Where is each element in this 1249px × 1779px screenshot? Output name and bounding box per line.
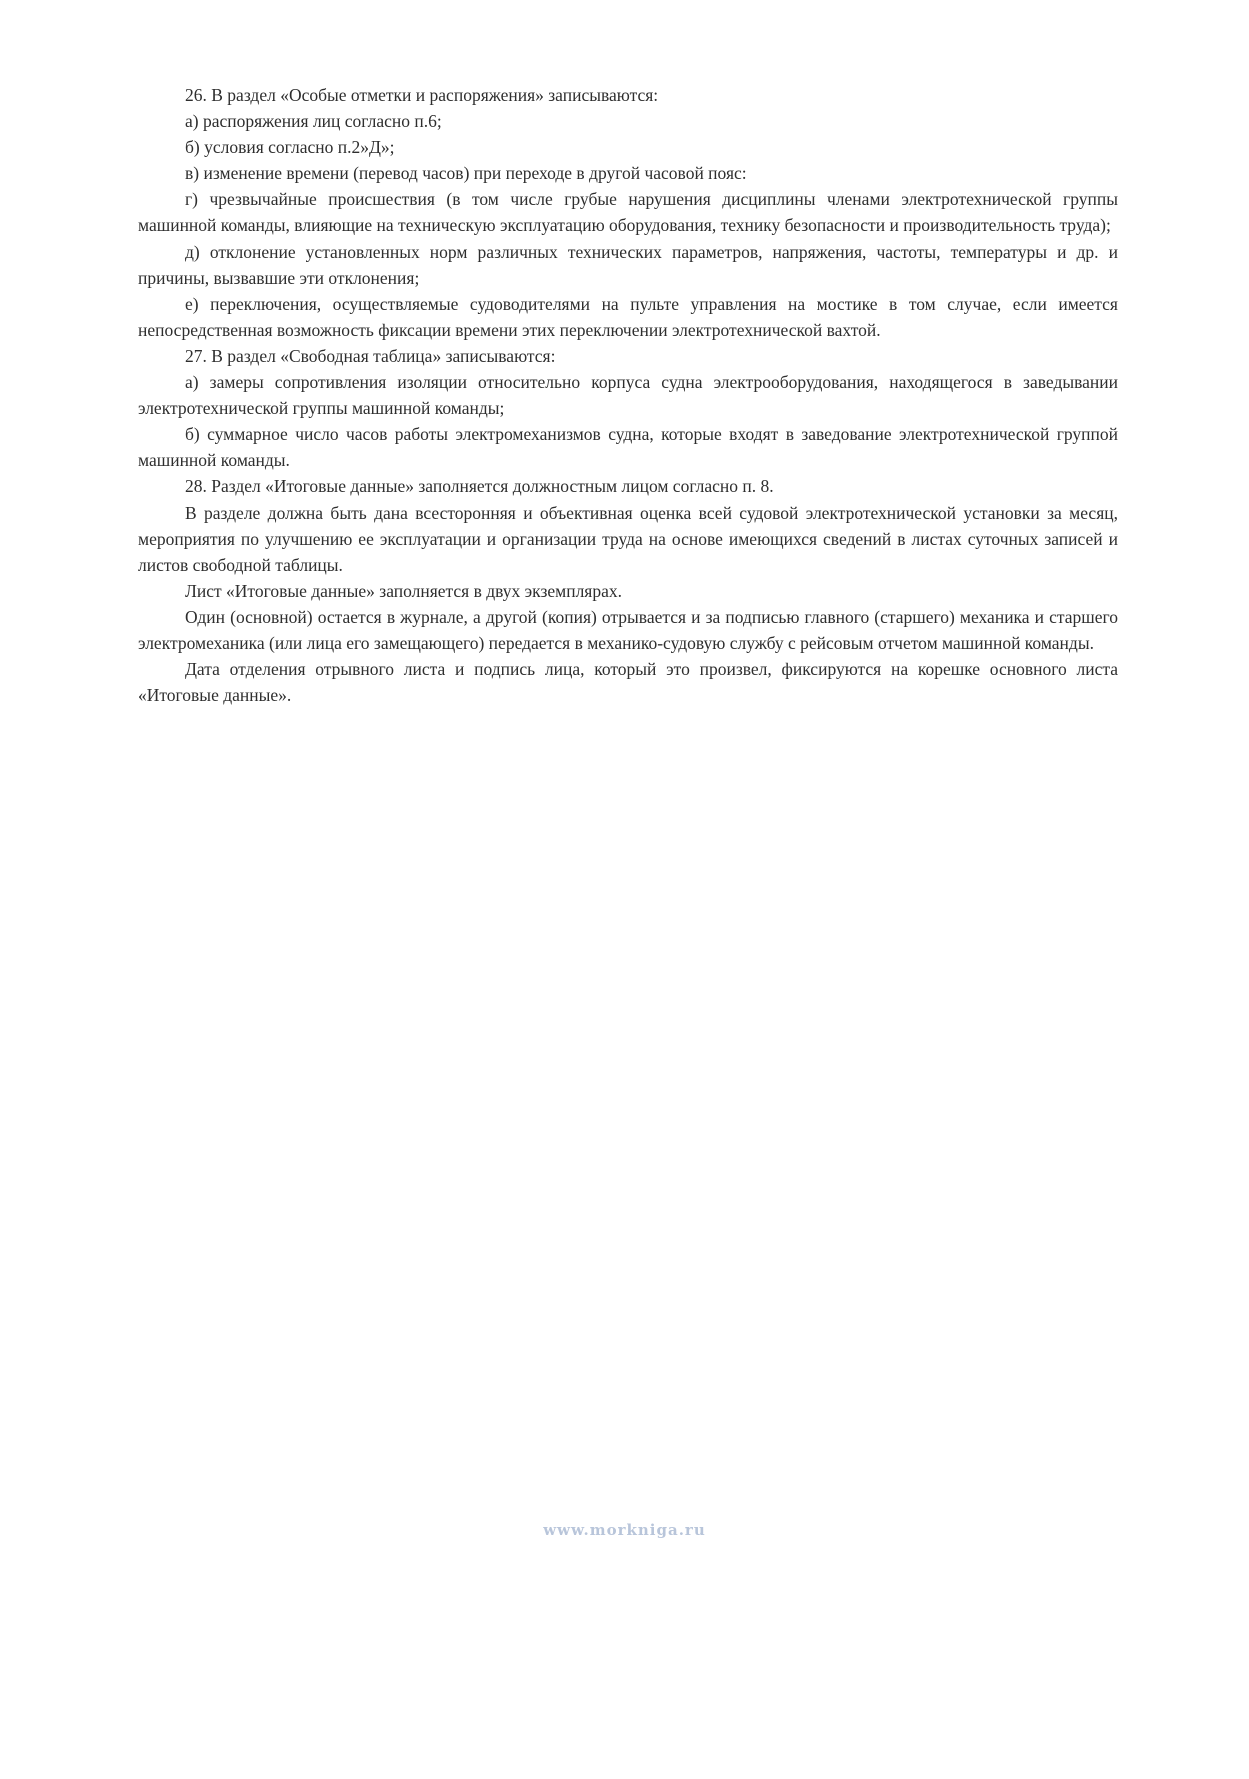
paragraph-26-item-v: в) изменение времени (перевод часов) при переходе в другой часовой пояс: [185, 163, 747, 184]
paragraph-27-item-b: б) суммарное число часов работы электромеханизмов судна, которые входят в заведование электротехнической группой машинной команды. [138, 424, 1118, 471]
paragraph-28-body: В разделе должна быть дана всесторонняя и объективная оценка всей судовой электротехнической установки за месяц, мероприятия по улучшению ее эксплуатации и организации труда на основе имеющихся сведений в листах суточных записей и листов свободной таблицы. [138, 502, 1118, 575]
paragraph-28-heading: 28. Раздел «Итоговые данные» заполняется должностным лицом согласно п. 8. [185, 476, 774, 497]
paragraph-26-item-g: г) чрезвычайные происшествия (в том числе грубые нарушения дисциплины членами электротехнической группы машинной команды, влияющие на техническую эксплуатацию оборудования, технику безопасности и производительность труда); [138, 189, 1118, 236]
watermark-url: www.morkniga.ru [543, 1521, 706, 1539]
paragraph-27-heading: 27. В раздел «Свободная таблица» записываются: [185, 345, 556, 366]
document-body [138, 82, 1118, 708]
paragraph-26-heading: 26. В раздел «Особые отметки и распоряжения» записываются: [185, 85, 659, 105]
paragraph-27-item-a: а) замеры сопротивления изоляции относительно корпуса судна электрооборудования, находящегося в заведывании электротехнической группы машинной команды; [138, 372, 1118, 419]
paragraph-26-item-d: д) отклонение установленных норм различных технических параметров, напряжения, частоты, температуры и др. и причины, вызвавшие эти отклонения; [138, 241, 1118, 288]
paragraph-28-copy-handling: Один (основной) остается в журнале, а другой (копия) отрывается и за подписью главного (старшего) механика и старшего электромеханика (или лица его замещающего) передается в механико-судовую службу с рейсовым отчетом машинной команды. [138, 606, 1118, 653]
paragraph-28-stub-date: Дата отделения отрывного листа и подпись лица, который это произвел, фиксируются на корешке основного листа «Итоговые данные». [138, 659, 1118, 706]
paragraph-26-item-a: а) распоряжения лиц согласно п.6; [185, 111, 442, 132]
paragraph-26-item-b: б) условия согласно п.2»Д»; [185, 137, 395, 158]
paragraph-26-item-e: е) переключения, осуществляемые судоводителями на пульте управления на мостике в том случае, если имеется непосредственная возможность фиксации времени этих переключении электротехнической вахтой. [138, 293, 1118, 340]
paragraph-28-copies: Лист «Итоговые данные» заполняется в двух экземплярах. [185, 580, 622, 601]
